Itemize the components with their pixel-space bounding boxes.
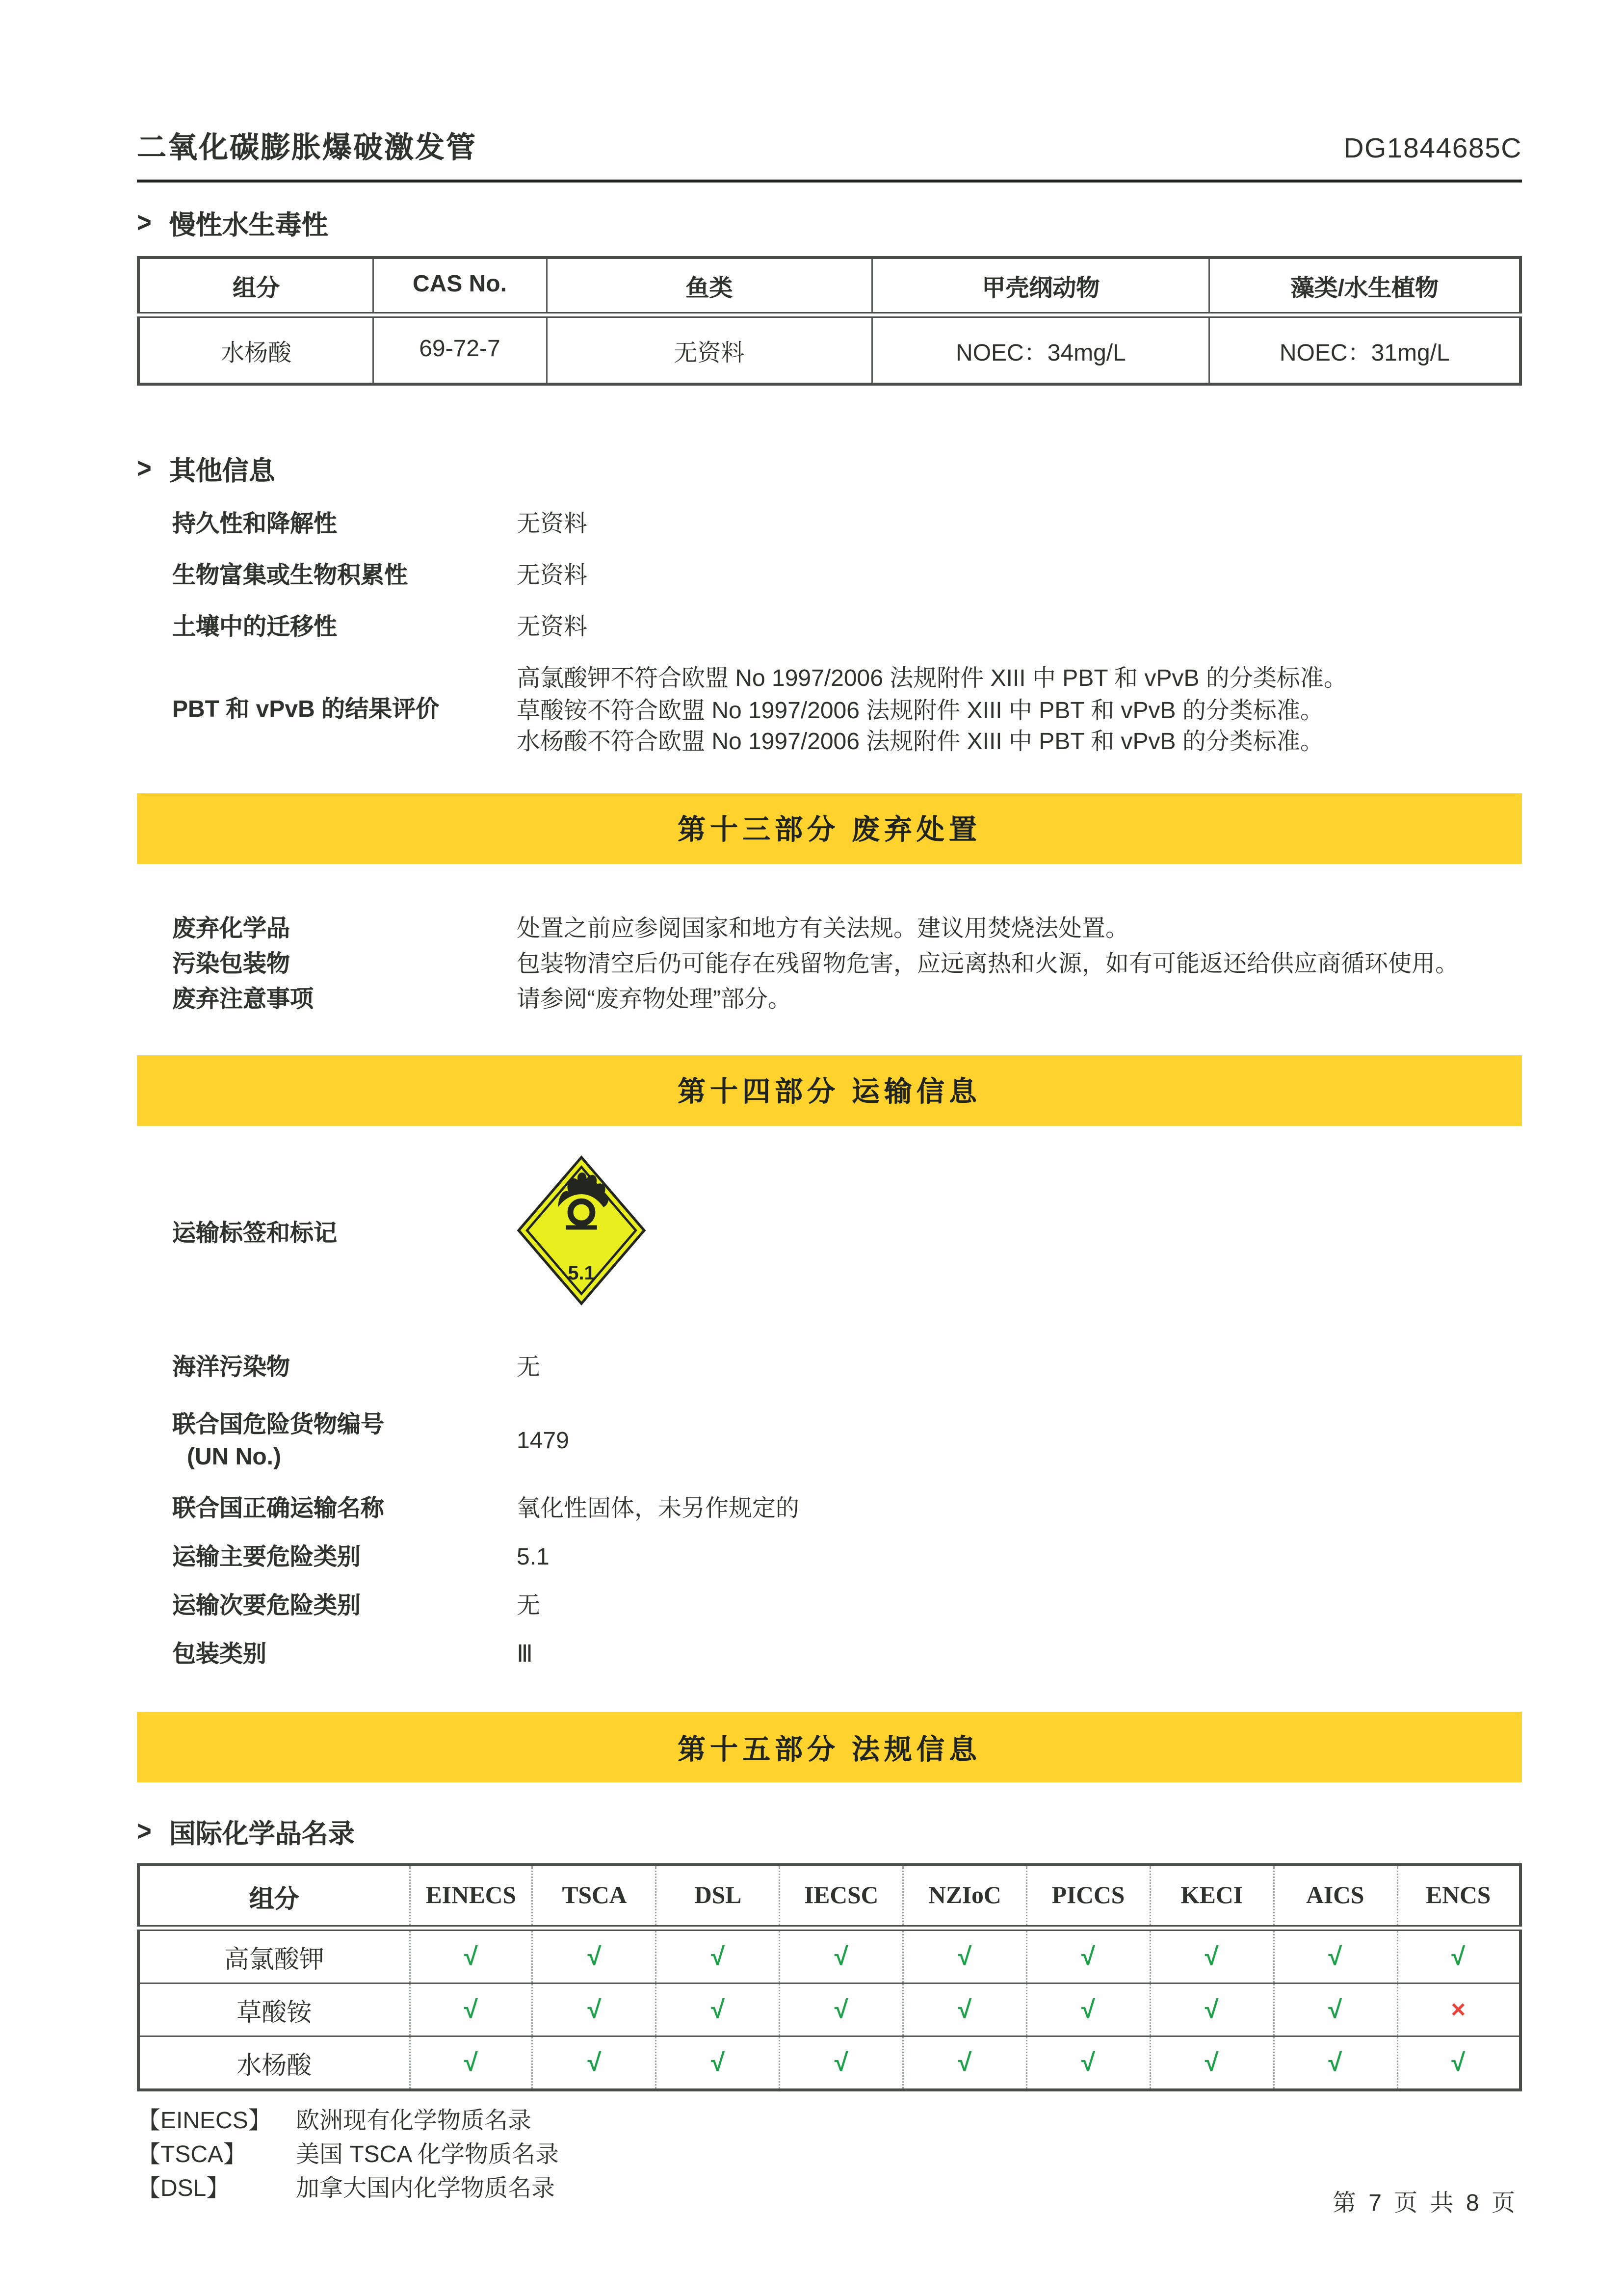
inventory-mark: √ [1273, 1928, 1397, 1983]
col-header-dsl: DSL [656, 1865, 780, 1928]
footnote-key: 【EINECS】 [137, 2109, 272, 2134]
footnote-desc: 美国 TSCA 化学物质名录 [296, 2143, 559, 2168]
footnote-dsl [137, 2172, 1522, 2206]
row-label: 土壤中的迁移性 [172, 615, 338, 640]
footnote-desc: 加拿大国内化学物质名录 [296, 2177, 555, 2202]
inventory-mark: √ [903, 2036, 1027, 2090]
row-marine-pollutant [137, 1353, 1522, 1385]
col-header-piccs: PICCS [1026, 1865, 1150, 1928]
page-content [137, 0, 1522, 2206]
table-row-salicylic-acid [138, 2036, 1520, 2090]
cell-cas: 69-72-7 [373, 315, 546, 384]
footnote-key: 【TSCA】 [137, 2143, 247, 2168]
row-un-number [137, 1410, 1522, 1475]
inventory-footnotes [137, 2105, 1522, 2206]
product-title: 二氧化碳膨胀爆破激发管 [137, 132, 477, 165]
international-inventory-table [137, 1863, 1522, 2091]
col-header-fish: 鱼类 [546, 258, 872, 315]
row-secondary-hazard-class [137, 1591, 1522, 1623]
row-label: 运输标签和标记 [172, 1221, 338, 1247]
col-header-crustacean: 甲壳纲动物 [872, 258, 1209, 315]
col-header-tsca: TSCA [533, 1865, 656, 1928]
row-value: 无 [517, 1594, 541, 1619]
row-label: 废弃化学品 [172, 916, 290, 941]
table-row [138, 315, 1520, 384]
inventory-mark: √ [1397, 2036, 1520, 2090]
inventory-mark: √ [1397, 1928, 1520, 1983]
row-packing-group [137, 1640, 1522, 1672]
row-value: 氧化性固体，未另作规定的 [517, 1497, 800, 1522]
row-value: 无 [517, 1356, 541, 1381]
inventory-mark: √ [409, 1983, 533, 2036]
row-disposal-note [137, 984, 1522, 1017]
inventory-mark: √ [1150, 1983, 1274, 2036]
page-header [137, 0, 1522, 183]
heading-international-inventories [137, 1813, 1522, 1852]
row-pbt-vpvb [137, 664, 1522, 759]
document-number: DG1844685C [1343, 134, 1522, 165]
inventory-mark: √ [533, 1928, 656, 1983]
inventory-mark: √ [409, 2036, 533, 2090]
cell-crustacean: NOEC：34mg/L [872, 315, 1209, 384]
col-header-keci: KECI [1150, 1865, 1274, 1928]
footnote-einecs [137, 2105, 1522, 2139]
row-label: 包装类别 [172, 1643, 267, 1668]
inventory-mark: √ [1273, 1983, 1397, 2036]
row-label: PBT 和 vPvB 的结果评价 [172, 698, 440, 723]
inventory-mark: √ [1026, 2036, 1150, 2090]
cell-fish: 无资料 [546, 315, 872, 384]
inventory-mark: √ [1150, 1928, 1274, 1983]
un-label-line2: (UN No.) [187, 1445, 281, 1470]
inventory-mark: √ [533, 2036, 656, 2090]
pbt-line: 高氯酸钾不符合欧盟 No 1997/2006 法规附件 XIII 中 PBT 和 vPvB 的分类标准。 [517, 667, 1347, 692]
inventory-mark: √ [656, 2036, 780, 2090]
section-14-banner: 第十四部分 运输信息 [137, 1055, 1522, 1125]
row-value [517, 1155, 1522, 1315]
row-value: 1479 [517, 1429, 569, 1455]
cell-component: 水杨酸 [138, 2036, 409, 2090]
un-label-line1: 联合国危险货物编号 [172, 1413, 385, 1438]
col-header-einecs: EINECS [409, 1865, 533, 1928]
row-value: 无资料 [517, 512, 588, 537]
inventory-mark: × [1397, 1983, 1520, 2036]
chevron-right-icon: > [137, 207, 152, 239]
heading-text: 慢性水生毒性 [169, 210, 328, 240]
row-value: 处置之前应参阅国家和地方有关法规。建议用焚烧法处置。 [517, 916, 1129, 941]
inventory-mark: √ [903, 1983, 1027, 2036]
cell-component: 草酸铵 [138, 1983, 409, 2036]
inventory-mark: √ [656, 1983, 780, 2036]
pbt-line: 水杨酸不符合欧盟 No 1997/2006 法规附件 XIII 中 PBT 和 vPvB 的分类标准。 [517, 730, 1324, 755]
inventory-mark: √ [903, 1928, 1027, 1983]
row-value [517, 664, 1522, 759]
table-row-ammonium-oxalate [138, 1983, 1520, 2036]
footnote-desc: 欧洲现有化学物质名录 [296, 2109, 532, 2134]
row-proper-shipping-name [137, 1494, 1522, 1526]
row-label: 运输主要危险类别 [172, 1545, 361, 1570]
col-header-nzioc: NZIoC [903, 1865, 1027, 1928]
row-value: 包装物清空后仍可能存在残留物危害，应远离热和火源，如有可能返还给供应商循环使用。 [517, 951, 1459, 977]
inventory-mark: √ [533, 1983, 656, 2036]
row-label: 海洋污染物 [172, 1356, 290, 1381]
row-value: 无资料 [517, 615, 588, 640]
heading-text: 国际化学品名录 [169, 1819, 355, 1849]
cell-component: 水杨酸 [138, 315, 373, 384]
col-header-aics: AICS [1273, 1865, 1397, 1928]
chevron-right-icon: > [137, 1815, 152, 1848]
row-soil-mobility [137, 612, 1522, 645]
col-header-algae: 藻类/水生植物 [1209, 258, 1520, 315]
hazard-class-5-1-diamond-icon [517, 1155, 646, 1305]
row-label [172, 1410, 517, 1475]
cell-component: 高氯酸钾 [138, 1928, 409, 1983]
page-number: 第 7 页 共 8 页 [1332, 2192, 1518, 2217]
row-value: 5.1 [517, 1545, 550, 1570]
other-info-rows [137, 509, 1522, 759]
inventory-mark: √ [780, 1983, 903, 2036]
row-label: 持久性和降解性 [172, 512, 338, 537]
row-waste-chemical [137, 913, 1522, 946]
row-label: 废弃注意事项 [172, 987, 314, 1012]
row-bioaccumulation [137, 561, 1522, 593]
row-label: 联合国正确运输名称 [172, 1497, 385, 1522]
heading-other-info [137, 450, 1522, 489]
table-header-row [138, 258, 1520, 315]
chevron-right-icon: > [137, 452, 152, 485]
chronic-toxicity-table [137, 256, 1522, 386]
row-label: 污染包装物 [172, 951, 290, 977]
heading-text: 其他信息 [169, 456, 275, 486]
footnote-tsca [137, 2139, 1522, 2172]
col-header-cas: CAS No. [373, 258, 546, 315]
footnote-key: 【DSL】 [137, 2177, 230, 2202]
row-value: 无资料 [517, 564, 588, 589]
col-header-iecsc: IECSC [780, 1865, 903, 1928]
col-header-encs: ENCS [1397, 1865, 1520, 1928]
inventory-mark: √ [780, 1928, 903, 1983]
section-13-banner: 第十三部分 废弃处置 [137, 793, 1522, 863]
row-transport-label [137, 1155, 1522, 1315]
inventory-mark: √ [656, 1928, 780, 1983]
inventory-mark: √ [780, 2036, 903, 2090]
row-label: 生物富集或生物积累性 [172, 564, 408, 589]
pbt-line: 草酸铵不符合欧盟 No 1997/2006 法规附件 XIII 中 PBT 和 vPvB 的分类标准。 [517, 698, 1324, 724]
cell-algae: NOEC：31mg/L [1209, 315, 1520, 384]
row-contaminated-packaging [137, 949, 1522, 981]
table-header-row [138, 1865, 1520, 1928]
row-primary-hazard-class [137, 1542, 1522, 1575]
inventory-mark: √ [1026, 1983, 1150, 2036]
row-persistence [137, 509, 1522, 542]
row-value: Ⅲ [517, 1643, 533, 1668]
col-header-component: 组分 [138, 258, 373, 315]
inventory-mark: √ [409, 1928, 533, 1983]
heading-chronic-aquatic-toxicity [137, 205, 1522, 243]
col-header-component: 组分 [138, 1865, 409, 1928]
table-row-potassium-perchlorate [138, 1928, 1520, 1983]
inventory-mark: √ [1150, 2036, 1274, 2090]
inventory-mark: √ [1026, 1928, 1150, 1983]
section-15-banner: 第十五部分 法规信息 [137, 1712, 1522, 1782]
row-value: 请参阅“废弃物处理”部分。 [517, 987, 792, 1012]
section-13-rows [137, 913, 1522, 1017]
inventory-mark: √ [1273, 2036, 1397, 2090]
hazard-class-code: 5.1 [568, 1261, 595, 1283]
row-label: 运输次要危险类别 [172, 1594, 361, 1619]
